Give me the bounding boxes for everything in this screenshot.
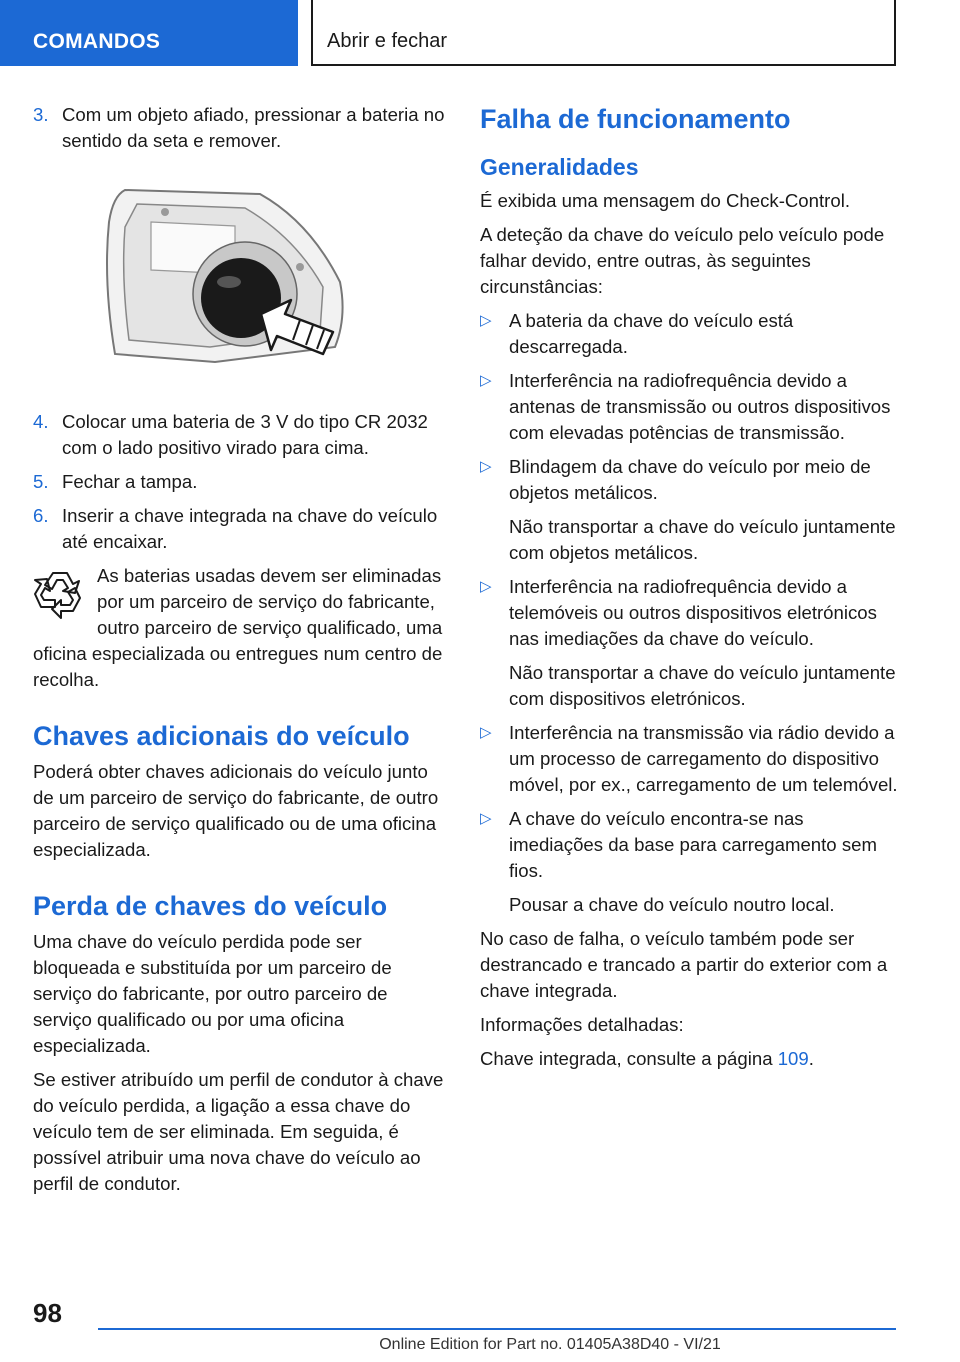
bullet-item xyxy=(480,368,898,446)
bullet-subtext: Não transportar a chave do veículo juntamente com objetos metálicos. xyxy=(509,516,896,563)
bullet-text: A chave do veículo encontra-se nas imediações da base para carregamento sem fios. xyxy=(509,808,877,881)
section-tab: COMANDOS xyxy=(0,0,298,66)
reference-text: Chave integrada, consulte a página xyxy=(480,1048,778,1069)
chapter-box xyxy=(311,0,896,66)
bullet-item xyxy=(480,308,898,360)
triangle-bullet-icon: ▷ xyxy=(480,372,492,389)
right-column xyxy=(480,102,898,1080)
paragraph: Poderá obter chaves adicionais do veículo junto de um parceiro de serviço do fabricante, de outro parceiro de serviço qualificado ou de uma oficina especializada. xyxy=(33,761,439,860)
left-column xyxy=(33,102,447,1205)
bullet-item xyxy=(480,574,898,712)
page-number: 98 xyxy=(33,1298,62,1328)
recycling-note xyxy=(33,563,447,693)
step-item xyxy=(33,409,447,461)
paragraph: Informações detalhadas: xyxy=(480,1014,684,1035)
key-battery-illustration xyxy=(95,182,355,382)
section-title-malfunction: Falha de funcionamento xyxy=(480,104,791,134)
bullet-item xyxy=(480,806,898,918)
section-title-lost-keys: Perda de chaves do veículo xyxy=(33,891,388,921)
bullet-text: Interferência na radiofrequência devido a antenas de transmissão ou outros dispositivos com elevadas potências de transmissão. xyxy=(509,370,891,443)
paragraph: A deteção da chave do veículo pelo veículo pode falhar devido, entre outras, às seguintes circunstâncias: xyxy=(480,224,885,297)
triangle-bullet-icon: ▷ xyxy=(480,724,492,741)
step-item xyxy=(33,503,447,555)
bullet-subtext: Não transportar a chave do veículo juntamente com dispositivos eletrónicos. xyxy=(509,662,896,709)
paragraph: É exibida uma mensagem do Check-Control. xyxy=(480,190,850,211)
bullet-item xyxy=(480,720,898,798)
triangle-bullet-icon: ▷ xyxy=(480,312,492,329)
triangle-bullet-icon: ▷ xyxy=(480,578,492,595)
triangle-bullet-icon: ▷ xyxy=(480,810,492,827)
note-text: As baterias usadas devem ser eliminadas por um parceiro de serviço do fabricante, outro parceiro de serviço qualificado, uma oficina especializada ou entregues num centro de recolha. xyxy=(33,565,443,690)
paragraph: No caso de falha, o veículo também pode ser destrancado e trancado a partir do exterior com a chave integrada. xyxy=(480,928,888,1001)
page-reference xyxy=(480,1046,898,1072)
footer-divider xyxy=(98,1328,896,1330)
paragraph: Se estiver atribuído um perfil de condutor à chave do veículo perdida, a ligação a essa chave do veículo tem de ser eliminada. Em seguida, é possível atribuir uma nova chave do veículo ao perfil de condutor. xyxy=(33,1069,444,1194)
bullet-text: A bateria da chave do veículo está descarregada. xyxy=(509,310,794,357)
section-title-additional-keys: Chaves adicionais do veículo xyxy=(33,721,410,751)
step-number: 3. xyxy=(33,104,49,125)
step-text: Fechar a tampa. xyxy=(62,471,198,492)
bullet-text: Interferência na radiofrequência devido a telemóveis ou outros dispositivos eletrónicos nas imediações da chave do veículo. xyxy=(509,576,877,649)
step-number: 4. xyxy=(33,411,49,432)
page-header xyxy=(0,0,960,66)
bullet-item xyxy=(480,454,898,566)
step-number: 6. xyxy=(33,505,49,526)
footer-edition: Online Edition for Part no. 01405A38D40 - VI/21 xyxy=(379,1336,721,1353)
chapter-title: Abrir e fechar xyxy=(327,30,448,52)
bullet-text: Interferência na transmissão via rádio devido a um processo de carregamento do dispositivo móvel, por ex., carregamento de um telemóvel. xyxy=(509,722,898,795)
step-text: Inserir a chave integrada na chave do veículo até encaixar. xyxy=(62,505,438,552)
recycle-icon xyxy=(33,567,87,621)
page-link[interactable]: 109 xyxy=(777,1048,809,1069)
bullet-subtext: Pousar a chave do veículo noutro local. xyxy=(509,894,835,915)
reference-suffix: . xyxy=(808,1048,814,1069)
subsection-title-general: Generalidades xyxy=(480,154,639,180)
step-text: Com um objeto afiado, pressionar a bateria no sentido da seta e remover. xyxy=(62,104,445,151)
paragraph: Uma chave do veículo perdida pode ser bloqueada e substituída por um parceiro de serviço do fabricante, por outro parceiro de serviço qualificado ou por uma oficina especializada. xyxy=(33,931,392,1056)
step-item xyxy=(33,469,447,495)
step-item xyxy=(33,102,447,154)
step-text: Colocar uma bateria de 3 V do tipo CR 2032 com o lado positivo virado para cima. xyxy=(62,411,428,458)
triangle-bullet-icon: ▷ xyxy=(480,458,492,475)
bullet-text: Blindagem da chave do veículo por meio de objetos metálicos. xyxy=(509,456,871,503)
step-number: 5. xyxy=(33,471,49,492)
